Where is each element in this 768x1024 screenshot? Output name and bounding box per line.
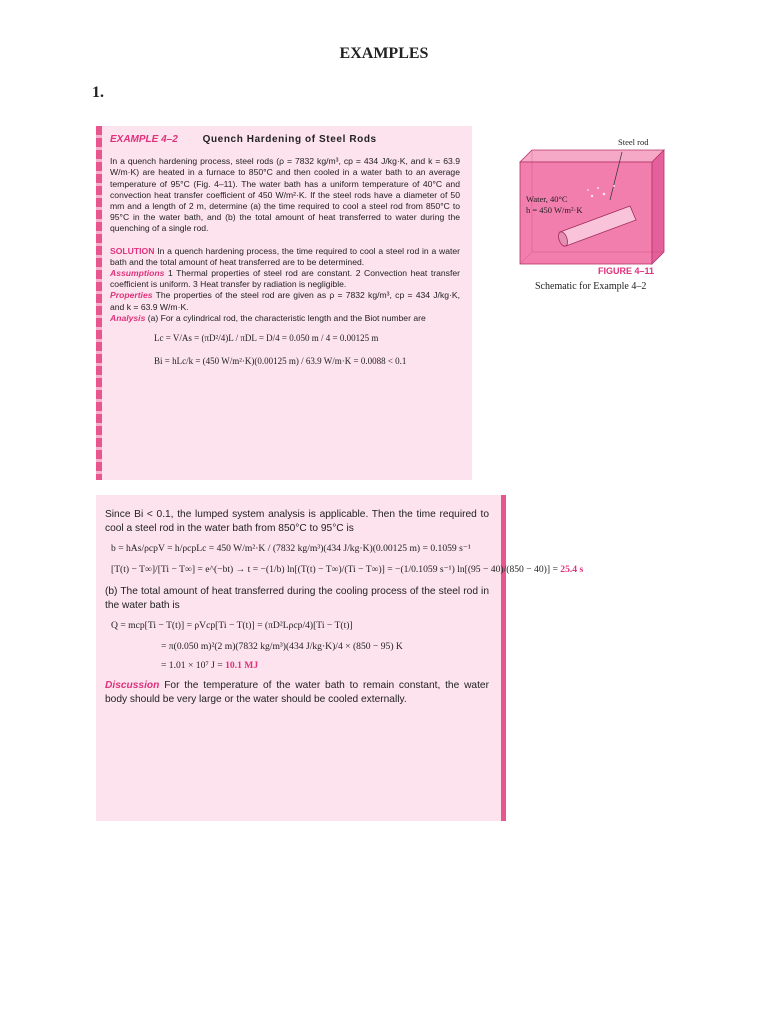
discussion-label: Discussion: [105, 680, 160, 692]
equation-biot-number: Bi = hLc/k = (450 W/m²·K)(0.00125 m) / 63.9 W/m·K = 0.0088 < 0.1: [154, 356, 407, 367]
analysis-label: Analysis: [110, 312, 146, 323]
equation-q-result-body: = 1.01 × 10⁷ J =: [161, 660, 223, 672]
assumptions-label: Assumptions: [110, 268, 165, 279]
continuation-side-bar: [501, 495, 506, 821]
continuation-box: [96, 495, 584, 821]
heat-result: 10.1 MJ: [225, 660, 259, 672]
assumptions-paragraph: [110, 268, 460, 290]
figure-caption: Schematic for Example 4–2: [535, 281, 647, 292]
figure-number: FIGURE 4–11: [598, 266, 655, 276]
example-box: [96, 126, 472, 480]
analysis-paragraph: [110, 313, 460, 324]
example-title: Quench Hardening of Steel Rods: [202, 134, 377, 145]
solution-paragraph: [110, 246, 460, 268]
water-temperature-label: Water, 40°C: [526, 194, 568, 204]
solution-label: SOLUTION: [110, 245, 155, 256]
item-number: 1.: [92, 84, 104, 101]
solution-text: In a quench hardening process, the time required to cool a steel rod in a water bath and the total amount of heat transferred are to be determined.: [110, 245, 461, 267]
equation-b: b = hAs/ρcpV = h/ρcpLc = 450 W/m²·K / (7832 kg/m³)(434 J/kg·K)(0.00125 m) = 0.1059 s⁻¹: [111, 543, 471, 555]
equations-block: [154, 332, 460, 368]
page-heading: EXAMPLES: [339, 45, 429, 62]
example-header: [110, 134, 460, 145]
properties-label: Properties: [110, 290, 153, 301]
part-b-text: (b) The total amount of heat transferred during the cooling process of the steel rod in the water bath is: [105, 586, 489, 611]
example-stripe: [96, 126, 102, 480]
figure-steel-rod-label: Steel rod: [618, 137, 649, 147]
properties-paragraph: [110, 290, 460, 312]
convection-coefficient-label: h = 450 W/m²·K: [526, 205, 583, 215]
heat-equations: [111, 618, 489, 673]
example-label: EXAMPLE 4–2: [110, 134, 178, 145]
discussion-text: For the temperature of the water bath to remain constant, the water body should be very large or the water should be cooled externally.: [105, 680, 489, 705]
analysis-text: (a) For a cylindrical rod, the characteristic length and the Biot number are: [147, 312, 426, 323]
equation-q-substitution: = π(0.050 m)²(2 m)(7832 kg/m³)(434 J/kg·K)/4 × (850 − 95) K: [161, 641, 403, 653]
equation-q-definition: Q = mcp[Ti − T(t)] = ρVcp[Ti − T(t)] = (πD²Lρcp/4)[Ti − T(t)]: [111, 620, 353, 632]
equation-characteristic-length: Lc = V/As = (πD²/4)L / πDL = D/4 = 0.050 m / 4 = 0.00125 m: [154, 333, 379, 344]
equation-time-body: [T(t) − T∞]/[Ti − T∞] = e^(−bt) → t = −(1/b) ln[(T(t) − T∞)/(Ti − T∞)] = −(1/0.1059 s⁻¹) ln[(95 − 40)/(850 − 40)] =: [111, 564, 558, 576]
problem-statement: In a quench hardening process, steel rods (ρ = 7832 kg/m³, cp = 434 J/kg·K, and k = 63.9 W/m·K) are heated in a furnace to 850°C and then cooled in a water bath to an average temperature of 95°C (Fig. 4–11). The water bath has a uniform temperature of 40°C and convection heat transfer coefficient of 450 W/m²·K. If the steel rods have a diameter of 50 mm and a length of 2 m, determine (a) the time required to cool a steel rod from 850°C to 95°C in the water bath, and (b) the total amount of heat transferred to water during the quenching of a single rod.: [110, 156, 460, 234]
lumped-analysis-intro: Since Bi < 0.1, the lumped system analysis is applicable. Then the time required to cool a steel rod in the water bath from 850°C to 95°C is: [105, 509, 489, 534]
equation-time: [111, 562, 584, 577]
equation-q-result: [111, 658, 489, 673]
time-result: 25.4 s: [560, 564, 584, 576]
assumptions-text: 1 Thermal properties of steel rod are constant. 2 Convection heat transfer coefficient is uniform. 3 Heat transfer by radiation is negligible.: [110, 268, 460, 290]
discussion-paragraph: [105, 679, 489, 706]
properties-text: The properties of the steel rod are given as ρ = 7832 kg/m³, cp = 434 J/kg·K, and k = 63.9 W/m·K.: [110, 290, 461, 312]
time-equations: [111, 541, 584, 577]
water-bath-figure: [502, 148, 668, 266]
